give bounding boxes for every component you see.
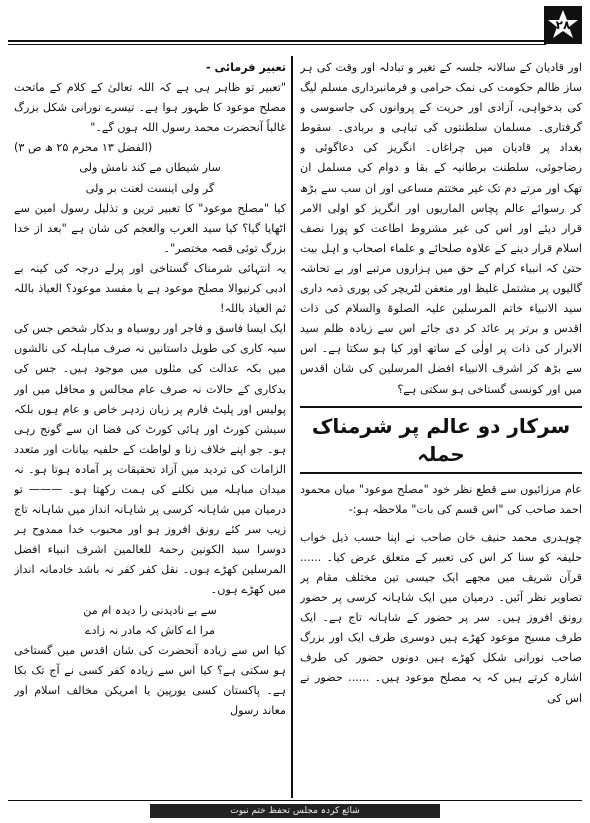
- column-divider: [291, 56, 293, 798]
- left-paragraph-2: کیا "مصلح موعود" کا تعبیر ترین و تذلیل رسول امین سے اٹھایا گیا؟ کیا سید العرب والعجم کی شان ہے "بعد از خدا بزرگ توئی قصہ مختصر"۔: [14, 201, 286, 255]
- right-paragraph-1: اور قادیان کے سالانہ جلسہ کے تغیر و تبادلہ اور وقت کی ہر ساز ظالم حکومت کی نمک حرامی و فرمانبرداری مسلم لیگ کی بدخواہی، آزادی اور حریت کے پروانوں کی جاسوسی و گرفتاری۔ مسلمان سلطنتوں کی تباہی و بربادی۔ سقوط بغداد پر قادیان میں چراغاں۔ انگریز کی دعاگوئی و رضاجوئی، سلطنت برطانیہ کے بقا و دوام کی مسلمل ان تھک اور مرتے دم تک غیر مختتم مساعی اور ان سب سے بڑھ کر رسوائے عالم پچاس الماریوں اور انگریز کو اولی الامر قرار دیئے اور اس کی غیر مشروط اطاعت کو پورا نصف اسلام قرار دینے کے علاوہ صلحائے و علماء اصحاب و اہل بیت حتیٰ کہ انبیاء کرام کے حق میں ہزاروں مرتبے اور بے تحاشہ گالیوں پر مشتمل غلیظ اور متعفن لٹریچر کی پوری ذمہ داری سید الانبیاء خاتم المرسلین علیہ الصلوۃ والسلام کی ذات اقدس و برتر پر عائد کر دی جائے اس سے زیادہ ظلم سید الابرار کی ذات پر اولٰی کے ساتھ اور کیا ہو سکتا ہے۔ اس سے بڑھ کر اشرف الانبیاء افضل المرسلین کی شان اقدس میں اور کونسی گستاخی ہو سکتی ہے؟: [300, 61, 582, 396]
- left-paragraph-5: کیا اس سے زیادہ آنحضرت کی شان اقدس میں گستاخی ہو سکتی ہے؟ کیا اس سے زیادہ کفر کسی نے آج تک بکا ہے۔ پاکستان کسی یورپین یا امریکن مخالف اسلام اور معاند رسول: [14, 643, 286, 717]
- left-paragraph-3: یہ انتہائی شرمناک گستاخی اور پرلے درجہ کی کینہ بے ادبی کرنیوالا مصلح موعود ہے یا مفسد موعود؟ العیاذ باللہ ثم العیاذ باللہ!: [14, 261, 286, 316]
- right-paragraph-2: عام مرزائیوں سے قطع نظر خود "مصلح موعود" میاں محمود احمد صاحب کی "اس قسم کی بات" ملاحظہ ہو:-: [300, 482, 582, 516]
- right-column: [300, 58, 582, 798]
- left-paragraph-4: ایک ایسا فاسق و فاجر اور روسیاہ و بدکار شخص جس کی سیہ کاری کی طویل داستانیں نہ صرف مباہلہ کی نالشوں میں بکہ عدالت کی مثلوں میں موجود ہیں۔ جس کی بدکاری کے حالات نہ صرف عام مجالس و محافل میں اور پولیس اور پلیٹ فارم پر زبان زدہر خاص و عام ہوں بلکہ سیشن کورٹ اور ہائی کورٹ کی فضا ان سے گونج رہی ہو۔ جو اپنے خلاف زنا و لواطت کے حلفیہ بیانات اور متعدد الزامات کی تردید میں آزاد تحقیقات پر آمادہ ہوتا ہو۔ نہ میدان مباہلہ میں نکلنے کی ہمت رکھتا ہو۔ ——— تو درمیان میں شاہانہ کرسی پر شاہانہ انداز میں شاہانہ تاج زیب سر کئے رونق افروز ہو اور محبوب خدا ممدوح ہر دوسرا سید الکونین رحمۃ للعالمین اشرف انبیاء افضل المرسلین کھڑے ہوں۔ نقل کفر کفر نہ باشد خادمانہ انداز میں کھڑے ہوں۔: [14, 322, 286, 597]
- footer-rule: [8, 800, 582, 801]
- verse-line-1: سار شیطاں مے کند نامش ولی: [79, 161, 221, 175]
- left-heading: تعبیر فرمائی -: [206, 61, 286, 74]
- left-column: [14, 58, 286, 798]
- right-paragraph-3: چوہدری محمد حنیف خان صاحب نے اپنا حسب ذیل خواب حلیفہ کو سنا کر اس کی تعبیر کے متعلق عرض کیا۔ ...... قرآن شریف میں مجھے ایک جیسی تین مختلف مقام پر تصاویر نظر آئیں۔ درمیان میں ایک شاہانہ کرسی پر حضور رونق افروز ہیں۔ سر پر حضور کے شاہانہ تاج ہے۔ ایک طرف مسیح موعود کھڑے ہیں دوسری طرف ایک اور بزرگ صاحب نورانی شکل کھڑے ہیں دونوں حضور کی طرف اشارہ کرتے ہیں کہ یہ مصلح موعود ہیں۔ ...... حضور نے اس کی: [300, 530, 582, 705]
- left-paragraph-1: "تعبیر تو ظاہر ہی ہے کہ اللہ تعالیٰ کے کلام کے ماتحت مصلح موعود کا ظہور ہوا ہے۔ تیسرے نورانی شکل بزرگ غالباً آنحضرت محمد رسول اللہ ہوں گے۔": [14, 81, 286, 135]
- verse-line-2: گر ولی اینست لعنت بر ولی: [85, 181, 215, 195]
- verse-line-4: مرا اے کاش کہ مادر نہ زادے: [84, 623, 216, 637]
- page-number: ۲۸: [555, 18, 571, 32]
- section-heading: سرکار دو عالم پر شرمناک حملہ: [300, 406, 582, 474]
- header-rule: [8, 40, 546, 42]
- header-rule-thin: [8, 44, 546, 45]
- footer-text: شائع کردہ مجلس تحفظ ختم نبوت: [150, 804, 440, 818]
- page-number-badge: [544, 6, 582, 44]
- verse-line-3: سے بے نادیدنی را دیدہ ام من: [83, 603, 217, 617]
- citation: (الفضل ۱۳ محرم ۲۵ ھ ص ۳): [14, 141, 153, 155]
